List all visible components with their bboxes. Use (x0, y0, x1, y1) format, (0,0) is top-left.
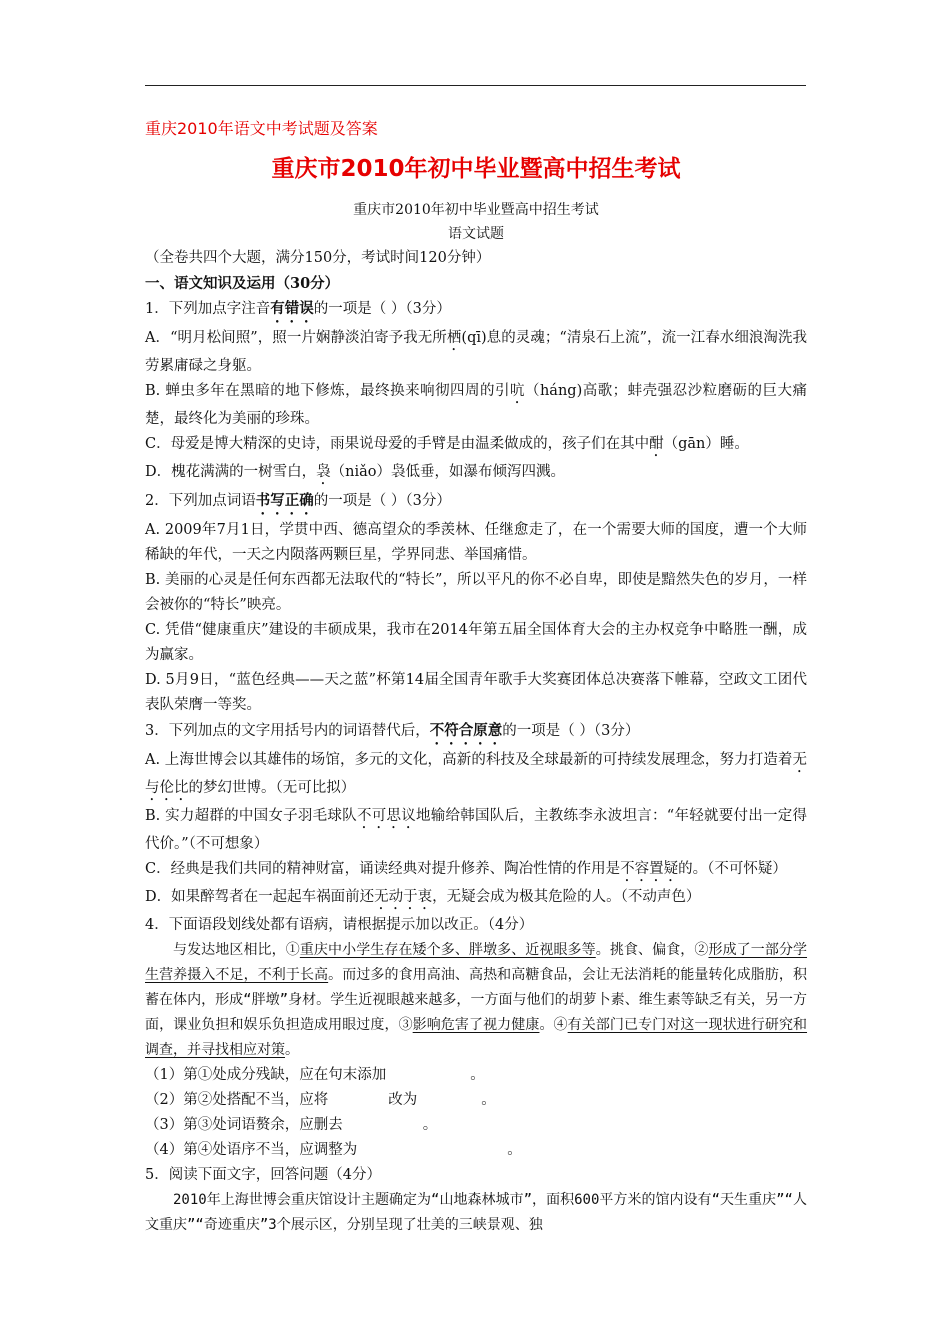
exam-name: 语文试题 (448, 226, 504, 242)
q1-option-c: C．母爱是博大精深的史诗，雨果说母爱的手臂是由温柔做成的，孩子们在其中酣（gān）睡。 (145, 436, 749, 452)
q4-sub-1: （1）第①处成分残缺，应在句末添加 。 (145, 1067, 485, 1083)
q4-sub-3: （3）第③处词语赘余，应删去 。 (145, 1117, 438, 1133)
doc-title: 重庆2010年语文中考试题及答案 (145, 119, 378, 138)
main-title: 重庆市2010年初中毕业暨高中招生考试 (271, 156, 681, 182)
q4-underline-1: 重庆中小学生存在矮个多、胖墩多、近视眼多等 (299, 942, 596, 958)
q4-underline-2: 形成了一部分学生营养摄入不足，不利于长高 (145, 942, 808, 983)
q3-option-a: A. 上海世博会以其雄伟的场馆，多元的文化，高新的科技及全球最新的可持续发展理念，努力打造着无与伦比的梦幻世博。（无可比拟） (145, 752, 807, 796)
q4-underline-3: 影响危害了视力健康 (412, 1017, 540, 1033)
q2-option-b: B. 美丽的心灵是任何东西都无法取代的“特长”，所以平凡的你不必自卑，即使是黯然失色的岁月，一样会被你的“特长”映亮。 (145, 572, 807, 613)
sub-title: 重庆市2010年初中毕业暨高中招生考试 (353, 202, 599, 218)
q1-stem: 1．下列加点字注音有错误的一项是（ ）（3分） (145, 300, 451, 317)
q2-option-a: A. 2009年7月1日，学贯中西、德高望众的季羡林、任继愈走了，在一个需要大师的国度，遭一个大师稀缺的年代，一天之内陨落两颗巨星，学界同悲、举国痛惜。 (145, 522, 807, 563)
q4-stem: 4．下面语段划线处都有语病，请根据提示加以改正。（4分） (145, 917, 534, 933)
q4-sub-2: （2）第②处搭配不当，应将 改为 。 (145, 1092, 496, 1108)
q2-stem: 2．下列加点词语书写正确的一项是（ ）（3分） (145, 492, 451, 509)
q3-stem: 3．下列加点的文字用括号内的词语替代后，不符合原意的一项是（ ）（3分） (145, 722, 640, 739)
q2-option-c: C. 凭借“健康重庆”建设的丰硕成果，我市在2014年第五届全国体育大会的主办权竞争中略胜一酬，成为赢家。 (145, 622, 807, 663)
q4-sub-4: （4）第④处语序不当，应调整为 。 (145, 1142, 522, 1158)
q4-passage: 与发达地区相比，①重庆中小学生存在矮个多、胖墩多、近视眼多等。挑食、偏食，②形成了一部分学生营养摄入不足，不利于长高。而过多的食用高油、高热和高糖食品，会让无法消耗的能量转化成脂肪，积蓄在体内，形成“胖墩”身材。学生近视眼越来越多，一方面与他们的胡萝卜素、维生素等缺乏有关，另一方面，课业负担和娱乐负担造成用眼过度，③影响危害了视力健康。④有关部门已专门对这一现状进行研究和调查，并寻找相应对策。 (145, 942, 808, 1058)
q2-emphasis: 书写正确 (255, 492, 314, 509)
q3-option-c: C．经典是我们共同的精神财富，诵读经典对提升修养、陶冶性情的作用是不容置疑的。（不可怀疑） (145, 861, 787, 877)
q4-underline-4: 有关部门已专门对这一现状进行研究和调查，并寻找相应对策 (145, 1017, 808, 1058)
q3-option-b: B. 实力超群的中国女子羽毛球队不可思议地输给韩国队后，主教练李永波坦言：“年轻就要付出一定得代价。”（不可想象） (145, 808, 807, 852)
section-heading: 一、语文知识及运用（30分） (145, 275, 340, 292)
q3-emphasis: 不符合原意 (429, 722, 503, 739)
q1-option-a: A．“明月松间照”，照一片娴静淡泊寄予我无所栖(qī)息的灵魂；“清泉石上流”，流一江春水细浪淘洗我劳累庸碌之身躯。 (145, 330, 808, 374)
document-page (145, 118, 807, 1238)
q1-option-d: D．槐花满满的一树雪白，袅（niǎo）袅低垂，如瀑布倾泻四溅。 (145, 464, 565, 480)
top-rule (145, 85, 806, 86)
q3-option-d: D．如果醉驾者在一起起车祸面前还无动于衷，无疑会成为极其危险的人。（不动声色） (145, 889, 701, 905)
q1-option-b: B. 蝉虫多年在黑暗的地下修炼，最终换来响彻四周的引吭（háng)高歌；蚌壳强忍沙粒磨砺的巨大痛楚，最终化为美丽的珍珠。 (145, 383, 807, 427)
q5-stem: 5．阅读下面文字，回答问题（4分） (145, 1167, 381, 1183)
q1-emphasis: 有错误 (270, 300, 314, 317)
exam-note: （全卷共四个大题，满分150分，考试时间120分钟） (145, 250, 491, 266)
q5-passage: 2010年上海世博会重庆馆设计主题确定为“山地森林城市”，面积600平方米的馆内设有“天生重庆”“人文重庆”“奇迹重庆”3个展示区，分别呈现了壮美的三峡景观、独 (145, 1192, 807, 1233)
q2-option-d: D. 5月9日，“蓝色经典——天之蓝”杯第14届全国青年歌手大奖赛团体总决赛落下帷幕，空政文工团代表队荣膺一等奖。 (145, 672, 807, 713)
